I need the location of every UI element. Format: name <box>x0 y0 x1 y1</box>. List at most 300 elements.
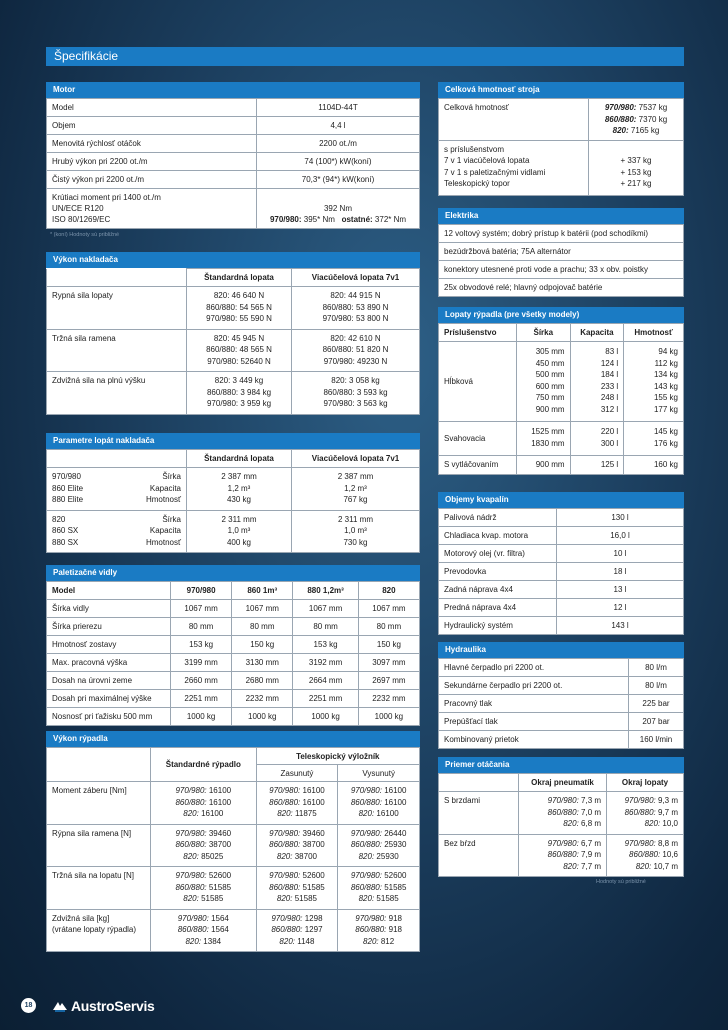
forks-cell: 2232 mm <box>232 690 293 708</box>
backhoe-value-model: 970/980: <box>175 871 207 880</box>
turning-value-model: 820: <box>563 861 579 871</box>
hydraulics-row <box>439 731 684 749</box>
hydraulics-label: Pracovný tlak <box>439 695 629 713</box>
bucket-cell: 312 l <box>600 404 619 414</box>
fluids-label: Palivová nádrž <box>439 509 557 527</box>
backhoe-value-model: 970/980: <box>350 871 382 880</box>
turning-value-value: 7,0 m <box>581 807 602 817</box>
torque-prefix: 970/980: <box>269 215 302 224</box>
forks-cell: 1000 kg <box>171 708 232 726</box>
bucket-model: 860 SX <box>52 526 79 535</box>
backhoe-value-value: 1148 <box>297 936 315 946</box>
fluids-label: Predná náprava 4x4 <box>439 599 557 617</box>
bucket-cell: 300 l <box>600 438 619 448</box>
loader-performance-section <box>46 252 420 415</box>
backhoe-value <box>262 913 333 925</box>
buckets-c-values <box>570 342 624 422</box>
forks-cell: 150 kg <box>358 636 419 654</box>
buckets-m-values <box>624 422 684 456</box>
backhoe-std-values <box>151 824 257 867</box>
fluids-row <box>439 581 684 599</box>
loader-value: 860/880: 3 593 kg <box>323 387 388 397</box>
bucket-param: Hmotnosť <box>145 537 181 547</box>
bucket-group-row <box>47 510 420 553</box>
forks-cell: 2251 mm <box>293 690 358 708</box>
bucket-cell: 155 kg <box>653 393 678 402</box>
backhoe-value-value: 16100 <box>201 809 224 818</box>
backhoe-row-label <box>47 824 151 867</box>
motor-row-value: 74 (100*) kW(koní) <box>257 153 420 171</box>
accessory-label: 7 v 1 viacúčelová lopata <box>444 156 530 165</box>
weight-value <box>594 114 678 126</box>
fluids-label: Motorový olej (vr. filtra) <box>439 545 557 563</box>
bucket-group-label <box>47 510 187 553</box>
loader-performance-header: Výkon nakladača <box>46 252 420 268</box>
backhoe-value <box>262 808 333 820</box>
hydraulics-value: 225 bar <box>629 695 684 713</box>
hydraulics-label: Hlavné čerpadlo pri 2200 ot. <box>439 659 629 677</box>
backhoe-value-value: 25930 <box>376 851 399 861</box>
torque-value-line: 392 Nm <box>323 204 352 213</box>
bucket-cell: 125 l <box>600 460 619 469</box>
turning-value <box>524 838 601 850</box>
turning-value-value: 10,0 <box>662 819 678 828</box>
backhoe-value-model: 970/980: <box>175 786 207 795</box>
electrics-item: 12 voltový systém; dobrý prístup k batérii (pod schodíkmi) <box>439 225 684 243</box>
backhoe-value-model: 970/980: <box>350 786 382 795</box>
loader-row-multi <box>292 372 420 415</box>
torque-value <box>257 189 420 229</box>
bucket-param: Kapacita <box>149 526 181 535</box>
buckets-col-header: Príslušenstvo <box>439 324 517 342</box>
turning-a-values <box>519 792 607 835</box>
motor-header: Motor <box>46 82 420 98</box>
bucket-cell: 176 kg <box>653 438 678 448</box>
accessory-value: + 217 kg <box>620 179 652 188</box>
backhoe-value-model: 860/880: <box>175 797 207 807</box>
hydraulics-row <box>439 677 684 695</box>
hydraulics-table <box>438 658 684 749</box>
bucket-params-section <box>46 433 420 553</box>
forks-cell: 1067 mm <box>171 600 232 618</box>
backhoe-value-model: 970/980: <box>355 913 387 923</box>
accessory-value: + 153 kg <box>620 167 652 177</box>
bucket-label-line <box>52 471 181 483</box>
bucket-cell: 750 mm <box>535 393 565 402</box>
forks-row <box>47 618 420 636</box>
weight-value-model: 860/880: <box>604 114 637 124</box>
backhoe-value <box>343 839 414 851</box>
motor-row <box>47 171 420 189</box>
loader-value: 820: 45 945 N <box>213 333 265 343</box>
backhoe-label-line: Tržná sila na lopatu [N] <box>52 871 134 880</box>
loader-value: 820: 42 610 N <box>330 333 381 343</box>
bucket-cell: 305 mm <box>535 347 565 356</box>
buckets-row <box>439 342 684 422</box>
backhoe-value <box>343 936 414 948</box>
weight-value-model: 820: <box>612 126 629 135</box>
page-number: 18 <box>21 998 36 1013</box>
bucket-params-table <box>46 449 420 553</box>
backhoe-value-value: 16100 <box>384 797 407 807</box>
backhoe-value <box>156 936 251 948</box>
torque-label-line: Krútiaci moment pri 1400 ot./m <box>52 193 161 202</box>
turning-col-bucket: Okraj lopaty <box>607 774 684 792</box>
bucket-cell: 450 mm <box>535 358 565 368</box>
backhoe-value <box>262 882 333 894</box>
turning-value-model: 970/980: <box>624 796 656 805</box>
backhoe-value-model: 820: <box>183 851 199 861</box>
backhoe-col-extended: Vysunutý <box>338 765 420 782</box>
backhoe-value-model: 860/880: <box>269 840 301 849</box>
backhoe-value-model: 860/880: <box>355 925 387 934</box>
forks-cell: 150 kg <box>232 636 293 654</box>
backhoe-value-value: 16100 <box>208 786 232 795</box>
backhoe-row <box>47 909 420 952</box>
backhoe-value <box>156 913 251 925</box>
forks-row-label: Šírka prierezu <box>47 618 171 636</box>
backhoe-performance-table <box>46 747 420 952</box>
bucket-label-line <box>52 525 181 537</box>
forks-col-header: 820 <box>358 582 419 600</box>
motor-table <box>46 98 420 229</box>
hydraulics-section <box>438 642 684 749</box>
backhoe-value-model: 970/980: <box>350 828 382 838</box>
backhoe-value-value: 38700 <box>294 851 317 861</box>
backhoe-value <box>262 851 333 863</box>
turning-b-values <box>607 834 684 877</box>
turning-value <box>612 838 678 850</box>
backhoe-value <box>343 828 414 840</box>
backhoe-row <box>47 867 420 910</box>
fluids-row <box>439 617 684 635</box>
fluids-row <box>439 563 684 581</box>
weight-value-value: 7165 kg <box>630 126 660 135</box>
forks-row <box>47 672 420 690</box>
electrics-item: 25x obvodové relé; hlavný odpojovač batérie <box>439 279 684 297</box>
turning-row <box>439 834 684 877</box>
buckets-w-values <box>517 456 571 475</box>
motor-row-label: Menovitá rýchlosť otáčok <box>47 135 257 153</box>
turning-value <box>612 849 678 861</box>
torque-mid: ostatné: <box>341 215 373 224</box>
backhoe-col-retracted: Zasunutý <box>256 765 338 782</box>
forks-cell: 2232 mm <box>358 690 419 708</box>
fluids-label: Prevodovka <box>439 563 557 581</box>
backhoe-value <box>156 797 251 809</box>
turning-table <box>438 773 684 877</box>
turning-value <box>524 861 601 873</box>
total-weight-table <box>438 98 684 196</box>
turning-value-model: 860/880: <box>547 807 579 817</box>
backhoe-value-value: 51585 <box>384 882 407 892</box>
turning-value <box>524 818 601 830</box>
loader-value: 970/980: 53 800 N <box>322 314 389 323</box>
fluids-value: 16,0 l <box>557 527 684 545</box>
accessories-labels <box>439 140 589 195</box>
turning-value-value: 7,3 m <box>581 796 602 805</box>
buckets-c-values <box>570 456 624 475</box>
turning-value <box>612 818 678 830</box>
bucket-cell: 233 l <box>600 381 619 391</box>
loader-value: 820: 46 640 N <box>213 291 265 300</box>
fluids-label: Chladiaca kvap. motora <box>439 527 557 545</box>
backhoe-col-standard: Štandardné rýpadlo <box>151 748 257 782</box>
bucket-value: 2 311 mm <box>221 514 257 524</box>
backhoe-value-model: 820: <box>363 936 379 946</box>
bucket-label-line <box>52 537 181 549</box>
loader-row-label: Zdvižná sila na plnú výšku <box>47 372 187 415</box>
electrics-row <box>439 261 684 279</box>
bucket-label-line <box>52 514 181 526</box>
forks-cell: 3199 mm <box>171 654 232 672</box>
forks-cell: 1067 mm <box>358 600 419 618</box>
backhoe-value-value: 1564 <box>211 913 229 923</box>
turning-value-value: 7,9 m <box>581 850 602 859</box>
backhoe-value-model: 970/980: <box>269 871 301 880</box>
backhoe-value-value: 52600 <box>384 871 407 880</box>
fluids-value: 18 l <box>557 563 684 581</box>
motor-row-label: Model <box>47 99 257 117</box>
backhoe-value-model: 860/880: <box>350 797 382 807</box>
accessory-label: 7 v 1 s paletizačnými vidlami <box>444 167 546 177</box>
buckets-w-values <box>517 342 571 422</box>
backhoe-value-value: 16100 <box>302 797 325 807</box>
forks-row-label: Nosnosť pri ťažisku 500 mm <box>47 708 171 726</box>
fluids-table <box>438 508 684 635</box>
bucket-value: 2 387 mm <box>337 472 374 481</box>
backhoe-value <box>262 893 333 905</box>
backhoe-row <box>47 782 420 825</box>
loader-value: 860/880: 54 565 N <box>206 302 272 312</box>
weight-row-accessories <box>439 140 684 195</box>
bucket-cell: 500 mm <box>535 370 565 379</box>
backhoe-out-values <box>338 909 420 952</box>
loader-row-standard <box>187 372 292 415</box>
turning-value-model: 970/980: <box>547 838 579 848</box>
turning-value-value: 9,7 m <box>657 807 678 817</box>
bucket-label-line <box>52 494 181 506</box>
bucket-cell: 184 l <box>600 370 619 379</box>
backhoe-std-values <box>151 867 257 910</box>
motor-section <box>46 82 420 229</box>
fluids-value: 10 l <box>557 545 684 563</box>
backhoe-value-value: 51585 <box>376 894 399 903</box>
fluids-label: Zadná náprava 4x4 <box>439 581 557 599</box>
accessory-label: s príslušenstvom <box>444 144 505 154</box>
turning-row <box>439 792 684 835</box>
accessory-value <box>594 144 678 156</box>
hydraulics-label: Prepúšťací tlak <box>439 713 629 731</box>
forks-cell: 80 mm <box>232 618 293 636</box>
backhoe-value-model: 860/880: <box>175 840 207 849</box>
backhoe-value-value: 52600 <box>302 871 325 880</box>
hydraulics-value: 207 bar <box>629 713 684 731</box>
bucket-value: 730 kg <box>343 537 368 547</box>
fluids-value: 130 l <box>557 509 684 527</box>
forks-cell: 3192 mm <box>293 654 358 672</box>
bucket-standard-values <box>187 468 292 511</box>
bucket-value: 1,0 m³ <box>227 526 251 535</box>
backhoe-value <box>262 924 333 936</box>
backhoe-in-values <box>256 782 338 825</box>
forks-cell: 1067 mm <box>232 600 293 618</box>
backhoe-value-model: 820: <box>276 894 293 903</box>
loader-row-label: Tržná sila ramena <box>47 329 187 372</box>
turning-value-model: 860/880: <box>629 850 661 859</box>
pallet-forks-table <box>46 581 420 726</box>
buckets-c-values <box>570 422 624 456</box>
turning-header: Priemer otáčania <box>438 757 684 773</box>
loader-performance-table <box>46 268 420 415</box>
turning-value <box>612 861 678 873</box>
page-title: Špecifikácie <box>46 47 684 66</box>
bucket-cell: 112 kg <box>654 358 678 368</box>
bucket-cell: 900 mm <box>535 404 565 414</box>
buckets-m-values <box>624 456 684 475</box>
backhoe-value-value: 16100 <box>384 786 407 795</box>
hydraulics-row <box>439 659 684 677</box>
backhoe-out-values <box>338 782 420 825</box>
motor-row-label: Hrubý výkon pri 2200 ot./m <box>47 153 257 171</box>
forks-row <box>47 708 420 726</box>
backhoe-std-values <box>151 782 257 825</box>
hydraulics-row <box>439 713 684 731</box>
backhoe-value <box>262 936 333 948</box>
backhoe-value-model: 820: <box>358 894 375 903</box>
torque-a: 395* Nm <box>303 215 335 224</box>
turning-value-model: 820: <box>563 819 579 828</box>
torque-label-line: UN/ECE R120 <box>52 204 104 213</box>
weight-label: Celková hmotnosť <box>439 99 589 141</box>
weight-value-model: 970/980: <box>604 103 637 112</box>
backhoe-value <box>343 808 414 820</box>
loader-value: 820: 44 915 N <box>330 291 381 300</box>
forks-cell: 1067 mm <box>293 600 358 618</box>
backhoe-value-model: 820: <box>358 851 375 861</box>
backhoe-value <box>343 797 414 809</box>
forks-row-label: Dosah pri maximálnej výške <box>47 690 171 708</box>
backhoe-in-values <box>256 824 338 867</box>
bucket-group-label <box>47 468 187 511</box>
backhoe-value-model: 820: <box>358 809 375 818</box>
backhoe-value-model: 860/880: <box>350 882 382 892</box>
bucket-multi-values <box>292 510 420 553</box>
loader-row <box>47 329 420 372</box>
backhoe-value-model: 820: <box>185 936 202 946</box>
bucket-param: Kapacita <box>149 483 181 493</box>
turning-value <box>524 807 601 819</box>
backhoe-buckets-table <box>438 323 684 475</box>
loader-row-standard <box>187 287 292 330</box>
motor-row <box>47 117 420 135</box>
bucket-cell: 220 l <box>600 427 619 436</box>
bucket-col-standard: Štandardná lopata <box>187 450 292 468</box>
turning-value-model: 970/980: <box>547 796 579 805</box>
bucket-param: Šírka <box>162 472 181 481</box>
bucket-cell: 145 kg <box>653 427 678 436</box>
backhoe-in-values <box>256 867 338 910</box>
buckets-col-header: Kapacita <box>570 324 624 342</box>
forks-row-label: Hmotnosť zostavy <box>47 636 171 654</box>
backhoe-value-value: 51585 <box>208 882 232 892</box>
backhoe-row-label <box>47 909 151 952</box>
turning-a-values <box>519 834 607 877</box>
accessory-value: + 337 kg <box>620 156 652 165</box>
bucket-cell: 1525 mm <box>531 427 565 436</box>
buckets-row-label: Hĺbková <box>439 342 517 422</box>
hydraulics-value: 160 l/min <box>629 731 684 749</box>
backhoe-value-value: 85025 <box>201 851 224 861</box>
backhoe-row <box>47 824 420 867</box>
turning-value-value: 10,6 <box>662 850 678 859</box>
backhoe-value <box>156 839 251 851</box>
bucket-cell: 134 kg <box>653 370 678 379</box>
hydraulics-value: 80 l/m <box>629 659 684 677</box>
forks-cell: 2697 mm <box>358 672 419 690</box>
bucket-cell: 600 mm <box>535 381 565 391</box>
forks-cell: 3097 mm <box>358 654 419 672</box>
forks-cell: 2664 mm <box>293 672 358 690</box>
turning-value-value: 9,3 m <box>657 796 678 805</box>
backhoe-value-value: 16100 <box>208 797 232 807</box>
hydraulics-label: Sekundárne čerpadlo pri 2200 ot. <box>439 677 629 695</box>
loader-value: 860/880: 48 565 N <box>206 345 272 354</box>
backhoe-value <box>156 893 251 905</box>
backhoe-value-value: 51585 <box>302 882 325 892</box>
backhoe-value <box>262 828 333 840</box>
backhoe-value-model: 860/880: <box>269 797 301 807</box>
weight-value <box>594 125 678 137</box>
electrics-table <box>438 224 684 297</box>
buckets-col-header: Hmotnosť <box>624 324 684 342</box>
buckets-row <box>439 456 684 475</box>
electrics-row <box>439 225 684 243</box>
electrics-item: konektory utesnené proti vode a prachu; 33 x obv. poistky <box>439 261 684 279</box>
bucket-multi-values <box>292 468 420 511</box>
backhoe-value-value: 26440 <box>384 828 407 838</box>
motor-row-value: 70,3* (94*) kW(koní) <box>257 171 420 189</box>
turning-b-values <box>607 792 684 835</box>
bucket-cell: 124 l <box>600 358 619 368</box>
bucket-value: 2 311 mm <box>338 514 373 524</box>
bucket-col-multi: Viacúčelová lopata 7v1 <box>292 450 420 468</box>
loader-row-label: Rypná sila lopaty <box>47 287 187 330</box>
turning-value-model: 860/880: <box>547 850 579 859</box>
backhoe-value <box>262 870 333 882</box>
bucket-cell: 177 kg <box>653 404 678 414</box>
bucket-param: Hmotnosť <box>145 495 181 504</box>
buckets-row-label: Svahovacia <box>439 422 517 456</box>
buckets-m-values <box>624 342 684 422</box>
backhoe-value-model: 970/980: <box>269 828 301 838</box>
brand-name: AustroServis <box>71 998 155 1014</box>
turning-row-label: S brzdami <box>439 792 519 835</box>
turning-col-tire: Okraj pneumatík <box>519 774 607 792</box>
loader-row <box>47 372 420 415</box>
pallet-forks-section <box>46 565 420 726</box>
backhoe-row-label <box>47 867 151 910</box>
forks-cell: 1000 kg <box>358 708 419 726</box>
weight-value-value: 7370 kg <box>638 114 668 124</box>
total-weight-section <box>438 82 684 196</box>
backhoe-performance-header: Výkon rýpadla <box>46 731 420 747</box>
backhoe-value <box>343 893 414 905</box>
bucket-value: 430 kg <box>226 495 252 504</box>
loader-row-multi <box>292 287 420 330</box>
bucket-value: 2 387 mm <box>221 472 257 481</box>
bucket-model: 880 Elite <box>52 495 84 504</box>
